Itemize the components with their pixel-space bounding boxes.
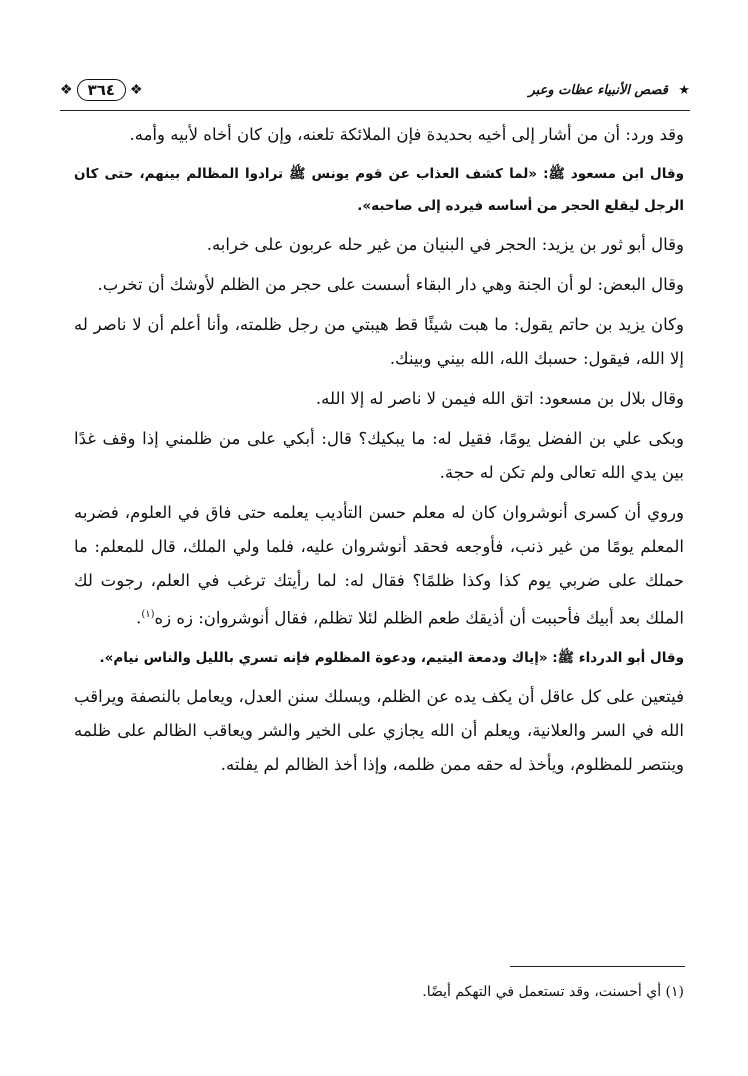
ornament-right-icon: ❖: [130, 82, 143, 98]
page-number: ٣٦٤: [77, 79, 126, 101]
paragraph-text: وروي أن كسرى أنوشروان كان له معلم حسن التأديب يعلمه حتى فاق في العلوم، فضربه المعلم يومًا من غير ذنب، فأوجعه فحقد أنوشروان عليه، فلما ولي الملك، قال للمعلم: ما حملك على ضربي يوم كذا وكذا ظلمًا؟ فقال له: لما رأيتك ترغب في العلم، رجوت لك الملك بعد أبيك فأحببت أن أذيقك طعم الظلم لئلا تظلم، فقال أنوشروان: زه زه: [74, 503, 684, 628]
paragraph: وبكى علي بن الفضل يومًا، فقيل له: ما يبكيك؟ قال: أبكي على من ظلمني إذا وقف غدًا بين يدي الله تعالى ولم تكن له حجة.: [74, 429, 684, 482]
paragraph-anushirvan: [74, 496, 684, 636]
page-header: [60, 70, 690, 110]
page-number-badge: [60, 79, 143, 101]
paragraph: وقال بلال بن مسعود: اتق الله فيمن لا ناصر له إلا الله.: [315, 389, 684, 408]
running-title: [529, 83, 691, 98]
paragraph: فيتعين على كل عاقل أن يكف يده عن الظلم، ويسلك سنن العدل، ويعامل بالنصفة ويراقب الله في السر والعلانية، ويعلم أن الله يجازي على الخير والشر ويعاقب الظالم على ظلمه وينتصر للمظلوم، ويأخذ له حقه ممن ظلمه، وإذا أخذ الظالم لم يفلته.: [74, 686, 684, 774]
book-title: قصص الأنبياء عظات وعبر: [528, 82, 668, 98]
paragraph-hadith: وقال أبو الدرداء ﷺ: «إياك ودمعة اليتيم، ودعوة المظلوم فإنه تسري بالليل والناس نيام».: [99, 649, 684, 666]
paragraph: وقال البعض: لو أن الجنة وهي دار البقاء أسست على حجر من الظلم لأوشك أن تخرب.: [97, 275, 684, 294]
footnote-divider: [510, 966, 685, 967]
ornament-left-icon: ❖: [60, 82, 73, 98]
paragraph-hadith: وقال ابن مسعود ﷺ: «لما كشف العذاب عن قوم يونس ﷺ ترادوا المظالم بينهم، حتى كان الرجل ليقلع الحجر من أساسه فيرده إلى صاحبه».: [74, 166, 684, 214]
footnote-reference: (١): [141, 609, 155, 620]
header-divider: [60, 110, 690, 111]
star-icon: ★: [678, 82, 690, 98]
paragraph: وقد ورد: أن من أشار إلى أخيه بحديدة فإن الملائكة تلعنه، وإن كان أخاه لأبيه وأمه.: [129, 125, 684, 144]
paragraph: وكان يزيد بن حاتم يقول: ما هبت شيئًا قط هيبتي من رجل ظلمته، وأنا أعلم أن لا ناصر له إلا الله، فيقول: حسبك الله، الله بيني وبينك.: [74, 315, 684, 368]
main-text: [74, 118, 684, 788]
paragraph-end: .: [136, 608, 142, 628]
footnote: (١) أي أحسنت، وقد تستعمل في التهكم أيضًا.: [422, 984, 684, 1000]
paragraph: وقال أبو ثور بن يزيد: الحجر في البنيان من غير حله عربون على خرابه.: [206, 235, 684, 254]
